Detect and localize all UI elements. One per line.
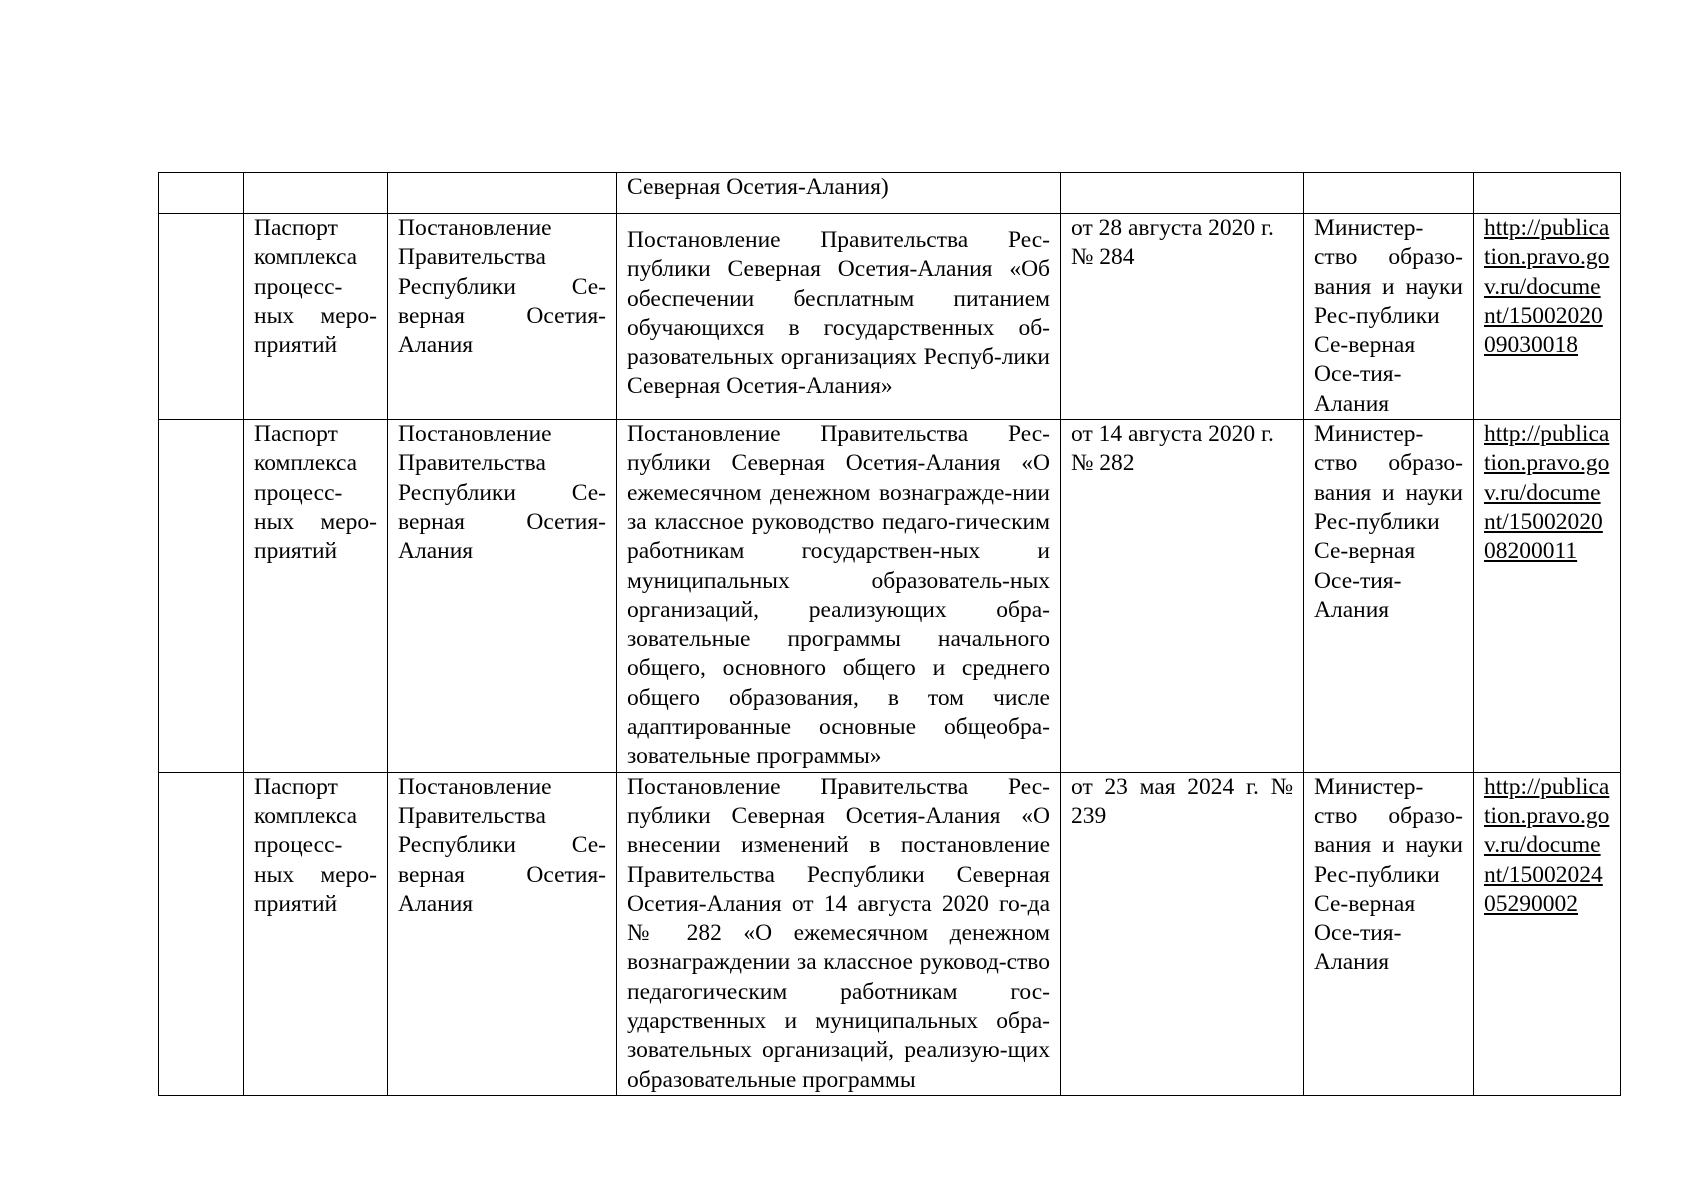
continuation-row <box>159 173 1621 214</box>
doc-type-cell: Постановление Правительства Республики Се-верная Осетия-Алания <box>388 772 617 1095</box>
table-row <box>159 420 1621 773</box>
document-link[interactable]: http://publication.pravo.gov.ru/document/1500202405290002 <box>1484 773 1610 917</box>
row-number-cell <box>159 214 244 420</box>
empty-cell <box>1304 173 1474 214</box>
document-link[interactable]: http://publication.pravo.gov.ru/document/1500202009030018 <box>1484 215 1610 359</box>
row-number-cell <box>159 772 244 1095</box>
table-row <box>159 772 1621 1095</box>
org-cell: Министер-ство образо-вания и науки Рес-публики Се-верная Осе-тия-Алания <box>1304 772 1474 1095</box>
form-cell: Паспорт комплекса процесс-ных меро-приятий <box>244 420 388 773</box>
org-cell: Министер-ство образо-вания и науки Рес-публики Се-верная Осе-тия-Алания <box>1304 214 1474 420</box>
form-cell: Паспорт комплекса процесс-ных меро-приятий <box>244 772 388 1095</box>
date-cell: от 28 августа 2020 г. № 284 <box>1061 214 1304 420</box>
title-cell: Постановление Правительства Рес-публики Северная Осетия-Алания «Об обеспечении бесплатным питанием обучающихся в государственных об-разовательных организациях Респуб-лики Северная Осетия-Алания» <box>617 214 1061 420</box>
link-cell <box>1474 214 1621 420</box>
title-cell: Постановление Правительства Рес-публики Северная Осетия-Алания «О внесении изменений в постановление Правительства Республики Северная Осетия-Алания от 14 августа 2020 го-да № 282 «О ежемесячном денежном вознаграждении за классное руковод-ство педагогическим работникам гос-ударственных и муниципальных обра-зовательных организаций, реализую-щих образовательные программы <box>617 772 1061 1095</box>
document-link[interactable]: http://publication.pravo.gov.ru/document/1500202008200011 <box>1484 421 1610 565</box>
empty-cell <box>1061 173 1304 214</box>
empty-cell <box>244 173 388 214</box>
empty-cell <box>1474 173 1621 214</box>
doc-type-cell: Постановление Правительства Республики Се-верная Осетия-Алания <box>388 214 617 420</box>
link-cell <box>1474 420 1621 773</box>
form-cell: Паспорт комплекса процесс-ных меро-приятий <box>244 214 388 420</box>
org-cell: Министер-ство образо-вания и науки Рес-публики Се-верная Осе-тия-Алания <box>1304 420 1474 773</box>
row-number-cell <box>159 420 244 773</box>
empty-cell <box>388 173 617 214</box>
document-table <box>158 172 1621 1096</box>
date-cell: от 23 мая 2024 г. № 239 <box>1061 772 1304 1095</box>
continuation-text: Северная Осетия-Алания) <box>617 173 1061 214</box>
title-cell: Постановление Правительства Рес-публики Северная Осетия-Алания «О ежемесячном денежном вознагражде-нии за классное руководство педаго-гическим работникам государствен-ных и муниципальных образователь-ных организаций, реализующих обра-зовательные программы начального общего, основного общего и среднего общего образования, в том числе адаптированные основные общеобра-зовательные программы» <box>617 420 1061 773</box>
doc-type-cell: Постановление Правительства Республики Се-верная Осетия-Алания <box>388 420 617 773</box>
date-cell: от 14 августа 2020 г. № 282 <box>1061 420 1304 773</box>
link-cell <box>1474 772 1621 1095</box>
table-row <box>159 214 1621 420</box>
empty-cell <box>159 173 244 214</box>
